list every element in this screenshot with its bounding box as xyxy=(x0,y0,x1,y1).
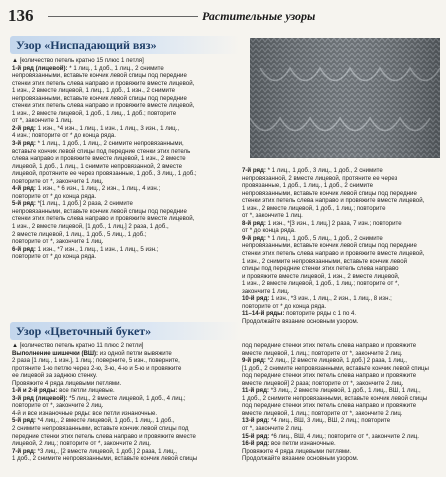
pattern2-text-line: от *, закончите 2 лиц. xyxy=(242,425,303,433)
pattern2-title-bar xyxy=(10,322,240,340)
pattern2-text-line: вместе лицевой, 1 лиц.; повторите от *, закончите 2 лиц. xyxy=(242,409,403,417)
pattern2-row-line: 9-й ряд: *2 лиц., [2 вместе лицевой, 1 доб.] 2 раза, 1 лиц., xyxy=(242,357,407,365)
pattern1-text-line: от *, закончите 1 лиц. xyxy=(12,117,73,125)
pattern1-row-line: 6-й ряд: 1 изн., *7 изн., 1 лиц., 1 изн., 1 лиц., 5 изн.; xyxy=(12,245,159,253)
pattern1-text-line: провязанные, 1 доб., 1 лиц., 1 доб., 2 снимите xyxy=(242,182,374,190)
pattern1-row-line: 8-й ряд: 1 изн., *[3 изн., 1 лиц.] 2 раза, 7 изн.; повторите xyxy=(242,219,402,227)
pattern2-text-line: 1 доб., 2 снимите непровязанными, вставьте кончик левой спицы xyxy=(12,455,198,463)
row-label: 11-й ряд: xyxy=(242,387,270,395)
pattern1-text-line: от * до конца ряда. xyxy=(242,227,296,235)
pattern1-text-line: 1-й ряд (лицевой): * 1 лиц., 1 доб., 1 лиц., 2 снимите xyxy=(12,64,164,72)
pattern1-text-line: и провяжите вместе лицевой, 1 изн., 2 вместе лицевой, xyxy=(242,272,400,280)
pattern2-row-line: 11-й ряд: *3 лиц., 2 вместе лицевой, 1 доб., 1 лиц., ВШ, 1 лиц., xyxy=(242,387,421,395)
pattern1-text-line: повторите от *, закончите 1 лиц. xyxy=(12,238,104,246)
pattern1-text-line: непровязанными, вставьте кончик левой спицы под передние xyxy=(242,189,417,197)
pattern1-text-line: 1 изн., 2 снимите непровязанными, вставьте кончик левой xyxy=(242,257,407,265)
row-label: 5-й ряд: xyxy=(12,200,36,208)
pattern2-instructions-left xyxy=(12,342,238,463)
pattern1-text-line: 4 изн.; повторите от * до конца ряда. xyxy=(12,132,116,140)
pattern1-row-line: 10-й ряд: 1 изн., *3 изн., 1 лиц., 2 изн., 1 лиц., 8 изн.; xyxy=(242,295,392,303)
pattern2-text-line: вместе лицевой] 2 раза; повторите от *, закончите 2 лиц. xyxy=(242,379,404,387)
pattern1-instructions-left xyxy=(12,57,244,261)
row-label: 5-й ряд: xyxy=(12,417,36,425)
pattern2-instructions-right xyxy=(242,342,444,463)
pattern2-row-line: 13-й ряд: *4 лиц., ВШ, 3 лиц., ВШ, 2 лиц.; повторите xyxy=(242,417,391,425)
page-header xyxy=(6,6,440,28)
pattern1-text-line: повторите от * до конца ряда. xyxy=(242,302,327,310)
row-label: 10-й ряд: xyxy=(242,295,270,303)
pattern2-text-line: ее лицевой за заднюю стенку. xyxy=(12,372,98,380)
pattern1-text-line: вставьте кончик левой спицы под передние стенки этих петель xyxy=(12,147,191,155)
pattern2-text-line: 2 снимите непровязанными, вставьте кончик левой спицы под xyxy=(12,425,189,433)
pattern2-text-line: лицевой, 2 лиц.; повторите от *, закончите 2 лиц. xyxy=(12,440,152,448)
pattern1-text-line: повторите от * до конца ряда. xyxy=(12,253,97,261)
pattern1-text-line: слева направо и провяжите вместе лицевой, 1 изн., 2 вместе xyxy=(12,155,186,163)
row-label: 4-й ряд: xyxy=(12,185,36,193)
pattern1-row-line: 5-й ряд: *[1 лиц., 1 доб.] 2 раза, 2 снимите xyxy=(12,200,133,208)
pattern2-text-line: передние стенки этих петель слева направо и провяжите вместе xyxy=(12,432,196,440)
pattern2-text-line: 4-й и все изнаночные ряды: все петли изнаночные. xyxy=(12,409,158,417)
pattern1-text-line: непровязанными, вставьте кончик левой спицы под передние xyxy=(12,72,187,80)
pattern1-row-line: 7-й ряд: * 1 лиц., 1 доб., 3 лиц., 1 доб., 2 снимите xyxy=(242,167,383,174)
pattern2-text-line: Продолжайте вязание основным узором. xyxy=(242,455,359,463)
pattern2-text-line: Провяжите 4 ряда лицевыми петлями. xyxy=(242,447,352,455)
row-label: 3-й ряд: xyxy=(12,140,36,148)
pattern1-text-line: повторите от * до конца ряда. xyxy=(12,192,97,200)
pattern1-text-line: 1 изн., 2 вместе лицевой, 1 доб., 1 лиц.; повторите xyxy=(242,204,386,212)
row-label: 7-й ряд: xyxy=(12,447,36,455)
row-label: 6-й ряд: xyxy=(12,245,36,253)
pattern1-row-line: 2-й ряд: 1 изн., *4 изн., 1 лиц., 1 изн., 1 лиц., 3 изн., 1 лиц., xyxy=(12,124,180,132)
row-label: 7-й ряд: xyxy=(242,167,266,174)
pattern2-row-line: 15-й ряд: *6 лиц., ВШ, 4 лиц.; повторите от *, закончите 2 лиц. xyxy=(242,432,419,440)
row-label: 1-й и 2-й ряды: xyxy=(12,387,58,395)
pattern1-text-line: непровязанной, 2 вместе лицевой, протяните ее через xyxy=(242,174,398,182)
pattern2-text-line: под передние стенки этих петель слева направо и провяжите xyxy=(242,372,417,380)
pattern2-row-line: 1-й и 2-й ряды: все петли лицевые. xyxy=(12,387,115,395)
pattern1-row-line: 9-й ряд: * 1 лиц., 1 доб., 5 лиц., 1 доб., 2 снимите xyxy=(242,234,383,242)
row-label: 9-й ряд: xyxy=(242,234,266,242)
row-label: 8-й ряд: xyxy=(242,219,266,227)
pattern1-text-line: лицевой, протяните ее через провязанные, 1 доб., 3 лиц., 1 доб.; xyxy=(12,170,197,178)
page-number: 136 xyxy=(8,6,34,25)
pattern1-instructions-right xyxy=(242,167,444,325)
row-label: Выполнение шишечки (ВШ): xyxy=(12,349,99,357)
pattern1-text-line: непровязанными, вставьте кончик левой спицы под передние xyxy=(242,242,417,250)
row-label: 2-й ряд: xyxy=(12,124,36,132)
pattern2-row-line: Выполнение шишечки (ВШ): из одной петли вывяжите xyxy=(12,349,172,357)
row-label: 1-й ряд (лицевой): xyxy=(12,64,68,72)
pattern2-text-line: под передние стенки этих петель слева направо и провяжите xyxy=(242,402,417,410)
header-rule xyxy=(48,16,198,17)
row-label: 15-й ряд: xyxy=(242,432,270,440)
row-label: 16-й ряд: xyxy=(242,440,270,448)
pattern2-text-line: [1 доб., 2 снимите непровязанными, вставьте кончик левой спицы xyxy=(242,364,429,372)
swatch-texture xyxy=(250,38,440,158)
pattern1-title: Узор «Ниспадающий вяз» xyxy=(16,38,157,52)
pattern2-row-line: 3-й ряд (лицевой): *5 лиц., 2 вместе лицевой, 1 доб., 4 лиц.; xyxy=(12,394,186,402)
pattern1-text-line: спицы под передние стенки этих петель слева направо xyxy=(242,265,399,273)
row-label: 11–14-й ряды: xyxy=(242,310,285,318)
pattern2-text-line: 2 раза [1 лиц., 1 изн.], 1 лиц.; поверните, 5 изн., поверните, xyxy=(12,357,180,365)
pattern1-stitch-count: ▲ [количество петель кратно 15 плюс 1 петля] xyxy=(12,57,144,64)
row-label: 9-й ряд: xyxy=(242,357,266,365)
pattern2-text-line: под передние стенки этих петель слева направо и провяжите xyxy=(242,342,417,349)
pattern1-text-line: повторите от *, закончите 1 лиц. xyxy=(12,177,104,185)
pattern1-text-line: Продолжайте вязание основным узором. xyxy=(242,317,359,325)
section-title: Растительные узоры xyxy=(202,9,316,23)
pattern1-text-line: 2 вместе лицевой, 1 лиц., 1 доб., 5 лиц., 1 доб.; xyxy=(12,230,147,238)
pattern1-text-line: 1 изн., 2 вместе лицевой, 1 лиц., 1 доб., 1 изн., 2 снимите xyxy=(12,87,176,95)
pattern1-row-line: 11–14-й ряды: повторите ряды с 1 по 4. xyxy=(242,310,357,318)
pattern1-text-line: непровязанными, вставьте кончик левой спицы под передние xyxy=(12,207,187,215)
pattern2-text-line: Провяжите 4 ряда лицевыми петлями. xyxy=(12,379,122,387)
pattern2-text-line: вместе лицевой, 1 лиц.; повторите от *, закончите 2 лиц. xyxy=(242,349,403,357)
pattern1-row-line: 3-й ряд: * 1 лиц., 1 доб., 1 лиц., 2 снимите непровязанными, xyxy=(12,140,184,148)
pattern2-text-line: протяните 1-ю петлю через 2-ю, 3-ю, 4-ю и 5-ю и провяжите xyxy=(12,364,182,372)
pattern1-text-line: стенки этих петель слева направо и провяжите вместе лицевой, xyxy=(12,79,195,87)
pattern1-row-line: 4-й ряд: 1 изн., * 6 изн., 1 лиц., 2 изн., 1 лиц., 4 изн.; xyxy=(12,185,161,193)
knitted-swatch-photo xyxy=(250,38,440,158)
pattern2-row-line: 7-й ряд: *3 лиц., [2 вместе лицевой, 1 доб.] 2 раза, 1 лиц., xyxy=(12,447,177,455)
pattern1-text-line: стенки этих петель слева направо и провяжите вместе лицевой, xyxy=(242,250,425,258)
pattern2-stitch-count: ▲ [количество петель кратно 11 плюс 2 петли] xyxy=(12,342,144,349)
pattern1-text-line: 1 изн., 2 вместе лицевой, 1 доб., 1 лиц., 1 доб.; повторите xyxy=(12,109,177,117)
row-label: 13-й ряд: xyxy=(242,417,270,425)
pattern1-text-line: непровязанными, вставьте кончик левой спицы под передние xyxy=(12,94,187,102)
pattern1-text-line: 1 изн., 2 вместе лицевой, 1 доб., 1 лиц.; повторите от *, xyxy=(242,280,400,288)
pattern2-row-line: 16-й ряд: все петли изнаночные. xyxy=(242,440,336,448)
row-label: 3-й ряд (лицевой): xyxy=(12,394,68,402)
pattern1-text-line: 1 изн., 2 вместе лицевой, [1 доб., 1 лиц.] 2 раза, 1 доб., xyxy=(12,223,169,231)
pattern1-text-line: закончите 1 лиц. xyxy=(242,287,290,295)
pattern1-text-line: от *, закончите 1 лиц. xyxy=(242,212,303,220)
pattern1-text-line: стенки этих петель слева направо и провяжите вместе лицевой, xyxy=(12,102,195,110)
pattern2-text-line: 1 доб., 2 снимите непровязанными, вставьте кончик левой спицы xyxy=(242,394,428,402)
pattern1-title-bar xyxy=(10,36,240,54)
pattern1-text-line: стенки этих петель слева направо и провяжите вместе лицевой, xyxy=(242,197,425,205)
pattern1-text-line: стенки этих петель слева направо и провяжите вместе лицевой, xyxy=(12,215,195,223)
pattern1-text-line: лицевой, 1 доб., 1 лиц., 1 снимите непровязанной, 2 вместе xyxy=(12,162,183,170)
pattern2-title: Узор «Цветочный букет» xyxy=(16,324,152,338)
pattern2-row-line: 5-й ряд: *4 лиц., 2 вместе лицевой, 1 доб., 1 лиц., 1 доб., xyxy=(12,417,175,425)
pattern2-text-line: повторите от *, закончите 2 лиц. xyxy=(12,402,104,410)
